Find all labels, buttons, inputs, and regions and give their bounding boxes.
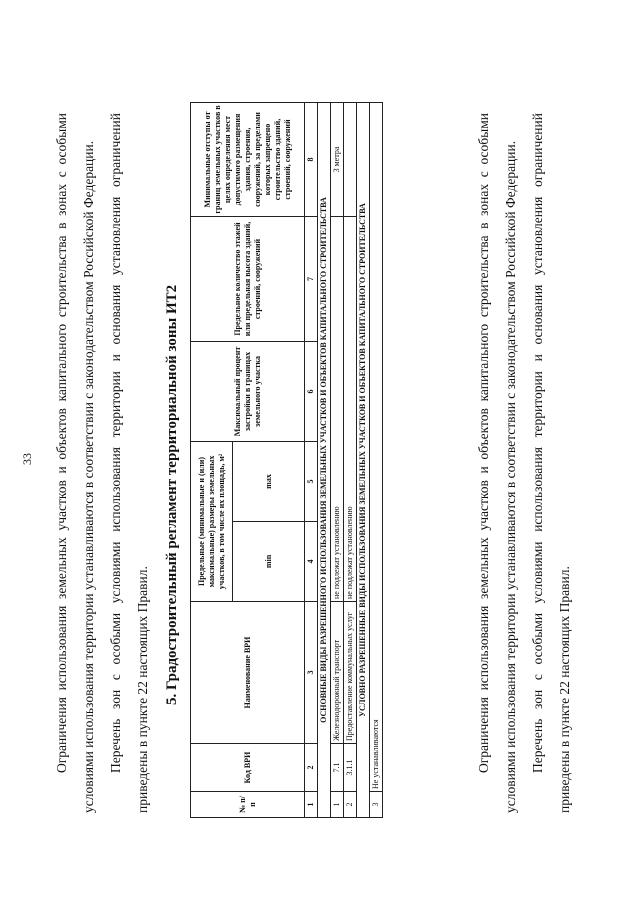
paragraph-bottom [470, 113, 578, 813]
header-setback: Минимальные отступы от границ земельных участков в целях определения мест допустимого размещения здания, строения, сооружений, за пределами которых запрещено строительство зданий, строений, сооружений [191, 103, 305, 217]
row-name: Железнодорожный транспорт [331, 602, 344, 744]
index-cell: 5 [305, 442, 318, 522]
row-num: 3 [370, 792, 383, 818]
header-code: Код ВРИ [191, 744, 305, 792]
header-size: Предельные (минимальные и (или) максимальные) размеры земельных участков, в том числе их площадь, м² [191, 442, 233, 602]
index-cell: 2 [305, 744, 318, 792]
index-cell: 8 [305, 103, 318, 217]
header-floors: Предельное количество этажей или предельная высота зданий, строений, сооружений [191, 217, 305, 342]
header-num: № п/п [191, 792, 305, 818]
row-name: Предоставление коммунальных услуг [344, 602, 357, 744]
row-setback [344, 103, 357, 217]
row-num: 2 [344, 792, 357, 818]
row-size: не подлежат установлению [331, 217, 344, 602]
row-code: 3.1.1 [344, 744, 357, 792]
index-cell: 3 [305, 602, 318, 744]
row-size: не подлежат установлению [344, 217, 357, 602]
row-num: 1 [331, 792, 344, 818]
page-number: 33 [20, 453, 34, 465]
row-setback: 3 метра [331, 103, 344, 217]
index-cell: 1 [305, 792, 318, 818]
paragraph-text: Ограничения использования земельных участков и объектов капитального строительства в зонах с особыми условиями использования территории устанавливаются в соответствии с законодательством Российской Федерации. [476, 113, 518, 813]
paragraph-text: Перечень зон с особыми условиями использования территории и основания установления ограничений приведены в пункте 22 настоящих Правил. [530, 113, 572, 813]
header-max: max [233, 442, 305, 522]
paragraph-top [48, 113, 156, 813]
row-code: 7.1 [331, 744, 344, 792]
header-name: Наименование ВРИ [191, 602, 305, 744]
section-title: 5. Градостроительный регламент территориальной зоны ИТ2 [164, 284, 180, 705]
section-conditional-row: УСЛОВНО РАЗРЕШЕННЫЕ ВИДЫ ИСПОЛЬЗОВАНИЯ ЗЕМЕЛЬНЫХ УЧАСТКОВ И ОБЪЕКТОВ КАПИТАЛЬНОГО СТРОИТЕЛЬСТВА [357, 103, 370, 818]
index-cell: 7 [305, 217, 318, 342]
header-min: min [233, 522, 305, 602]
index-cell: 4 [305, 522, 318, 602]
header-coverage: Максимальный процент застройки в границах земельного участка [191, 342, 305, 442]
paragraph-text: Перечень зон с особыми условиями использования территории и основания установления ограничений приведены в пункте 22 настоящих Правил. [108, 113, 150, 813]
index-cell: 6 [305, 342, 318, 442]
row-text: Не устанавливаются [370, 103, 383, 792]
section-main-row: ОСНОВНЫЕ ВИДЫ РАЗРЕШЕННОГО ИСПОЛЬЗОВАНИЯ ЗЕМЕЛЬНЫХ УЧАСТКОВ И ОБЪЕКТОВ КАПИТАЛЬНОГО СТРОИТЕЛЬСТВА [318, 103, 331, 818]
paragraph-text: Ограничения использования земельных участков и объектов капитального строительства в зонах с особыми условиями использования территории устанавливаются в соответствии с законодательством Российской Федерации. [54, 113, 96, 813]
regulation-table [190, 102, 383, 818]
